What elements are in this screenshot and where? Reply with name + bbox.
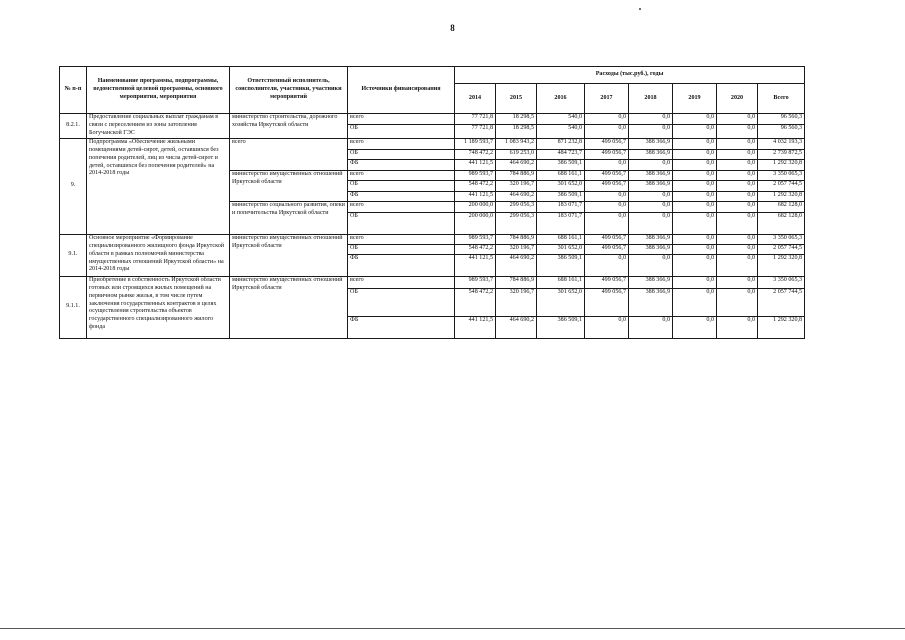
table-row xyxy=(60,138,805,149)
row-code: 9.1.1. xyxy=(60,276,87,338)
row-value: 619 253,0 xyxy=(496,149,537,159)
row-value: 386 509,1 xyxy=(537,316,585,338)
row-source: всего xyxy=(348,138,455,149)
row-executor: министерство имущественных отношений Иркутской области xyxy=(230,276,348,338)
row-total: 3 350 065,3 xyxy=(758,234,805,244)
row-value: 1 189 593,7 xyxy=(455,138,496,149)
row-value: 0,0 xyxy=(717,124,758,138)
row-name: Подпрограмма «Обеспечение жильными помещениями детей-сирот, детей, оставшихся без попечения родителей, лиц из числа детей-сирот и детей, оставшихся без попечения родителей» на 2014-2018 годы xyxy=(87,138,230,234)
row-total: 1 292 320,8 xyxy=(758,159,805,170)
row-value: 499 056,7 xyxy=(585,244,629,254)
row-value: 464 690,2 xyxy=(496,159,537,170)
row-value: 688 161,1 xyxy=(537,170,585,180)
row-source: ФБ xyxy=(348,159,455,170)
row-value: 320 196,7 xyxy=(496,180,537,191)
row-value: 499 056,7 xyxy=(585,288,629,316)
row-value: 320 196,7 xyxy=(496,288,537,316)
row-source: всего xyxy=(348,114,455,125)
row-value: 1 083 943,2 xyxy=(496,138,537,149)
row-value: 388 366,9 xyxy=(629,138,673,149)
row-code: 8.2.1. xyxy=(60,114,87,139)
row-value: 499 056,7 xyxy=(585,234,629,244)
budget-table xyxy=(59,66,805,339)
row-value: 989 593,7 xyxy=(455,170,496,180)
row-value: 688 161,1 xyxy=(537,234,585,244)
row-value: 499 056,7 xyxy=(585,170,629,180)
row-source: всего xyxy=(348,170,455,180)
row-total: 4 032 193,3 xyxy=(758,138,805,149)
row-value: 0,0 xyxy=(717,170,758,180)
row-value: 388 366,9 xyxy=(629,149,673,159)
row-value: 441 121,5 xyxy=(455,316,496,338)
row-value: 0,0 xyxy=(717,149,758,159)
row-value: 301 652,0 xyxy=(537,244,585,254)
row-value: 499 056,7 xyxy=(585,149,629,159)
row-value: 320 196,7 xyxy=(496,244,537,254)
row-value: 0,0 xyxy=(717,254,758,276)
row-value: 0,0 xyxy=(673,201,717,212)
row-total: 3 350 065,3 xyxy=(758,170,805,180)
row-value: 388 366,9 xyxy=(629,180,673,191)
row-value: 0,0 xyxy=(717,316,758,338)
row-executor: министерство строительства, дорожного хозяйства Иркутской области xyxy=(230,114,348,139)
header-year: 2020 xyxy=(717,84,758,114)
header-year: 2014 xyxy=(455,84,496,114)
row-total: 1 292 320,8 xyxy=(758,191,805,201)
row-value: 388 366,9 xyxy=(629,288,673,316)
row-value: 499 056,7 xyxy=(585,138,629,149)
row-total: 2 739 872,5 xyxy=(758,149,805,159)
row-value: 0,0 xyxy=(673,159,717,170)
row-value: 386 509,1 xyxy=(537,191,585,201)
row-value: 548 472,2 xyxy=(455,244,496,254)
row-value: 0,0 xyxy=(673,316,717,338)
row-value: 0,0 xyxy=(673,244,717,254)
header-total: Всего xyxy=(758,84,805,114)
header-name: Наименование программы, подпрограммы, ведомственной целевой программы, основного мероприятия, мероприятия xyxy=(87,67,230,114)
row-value: 77 721,8 xyxy=(455,124,496,138)
row-value: 989 593,7 xyxy=(455,276,496,288)
row-value: 748 472,2 xyxy=(455,149,496,159)
row-value: 0,0 xyxy=(673,191,717,201)
row-value: 18 298,5 xyxy=(496,114,537,125)
row-value: 0,0 xyxy=(717,288,758,316)
header-year: 2019 xyxy=(673,84,717,114)
row-value: 0,0 xyxy=(585,191,629,201)
row-value: 540,0 xyxy=(537,124,585,138)
row-value: 0,0 xyxy=(717,244,758,254)
header-year: 2017 xyxy=(585,84,629,114)
row-value: 299 056,3 xyxy=(496,201,537,212)
row-value: 464 690,2 xyxy=(496,254,537,276)
row-value: 0,0 xyxy=(629,124,673,138)
row-value: 0,0 xyxy=(717,234,758,244)
row-value: 0,0 xyxy=(673,124,717,138)
row-value: 0,0 xyxy=(673,180,717,191)
header-source: Источники финансирования xyxy=(348,67,455,114)
row-value: 0,0 xyxy=(585,316,629,338)
row-executor: всего xyxy=(230,138,348,170)
row-value: 388 366,9 xyxy=(629,244,673,254)
row-value: 0,0 xyxy=(585,254,629,276)
row-value: 0,0 xyxy=(629,212,673,234)
row-total: 2 057 744,5 xyxy=(758,180,805,191)
row-source: всего xyxy=(348,201,455,212)
row-total: 1 292 320,8 xyxy=(758,316,805,338)
row-value: 784 886,9 xyxy=(496,170,537,180)
row-value: 386 509,1 xyxy=(537,159,585,170)
row-value: 0,0 xyxy=(673,288,717,316)
row-value: 18 298,5 xyxy=(496,124,537,138)
row-value: 0,0 xyxy=(585,124,629,138)
row-source: ФБ xyxy=(348,254,455,276)
row-source: ФБ xyxy=(348,316,455,338)
row-value: 464 690,2 xyxy=(496,316,537,338)
bottom-rule xyxy=(0,628,905,629)
row-value: 0,0 xyxy=(585,114,629,125)
row-value: 0,0 xyxy=(717,114,758,125)
row-source: ОБ xyxy=(348,149,455,159)
row-value: 0,0 xyxy=(629,201,673,212)
row-value: 0,0 xyxy=(673,276,717,288)
row-total: 96 560,3 xyxy=(758,124,805,138)
row-value: 464 690,2 xyxy=(496,191,537,201)
row-value: 388 366,9 xyxy=(629,170,673,180)
row-value: 0,0 xyxy=(585,159,629,170)
row-value: 441 121,5 xyxy=(455,254,496,276)
row-source: ОБ xyxy=(348,212,455,234)
row-value: 0,0 xyxy=(673,234,717,244)
row-total: 682 128,0 xyxy=(758,201,805,212)
header-expenses: Расходы (тыс.руб.), годы xyxy=(455,67,805,84)
row-name: Приобретение в собственность Иркутской области готовых или строящихся жилых помещений на первичном рынке жилья, в том числе путем заключения государственных контрактов в целях осуществления строительства объектов государственного специализированного жилого фонда xyxy=(87,276,230,338)
row-source: ОБ xyxy=(348,244,455,254)
row-value: 540,0 xyxy=(537,114,585,125)
row-value: 0,0 xyxy=(717,276,758,288)
row-value: 989 593,7 xyxy=(455,234,496,244)
row-value: 499 056,7 xyxy=(585,180,629,191)
row-value: 0,0 xyxy=(585,212,629,234)
row-value: 0,0 xyxy=(717,201,758,212)
row-source: ОБ xyxy=(348,288,455,316)
row-value: 784 886,9 xyxy=(496,234,537,244)
row-executor: министерство имущественных отношений Иркутской области xyxy=(230,234,348,276)
row-value: 688 161,1 xyxy=(537,276,585,288)
row-value: 0,0 xyxy=(673,254,717,276)
row-value: 0,0 xyxy=(673,114,717,125)
row-value: 441 121,5 xyxy=(455,191,496,201)
header-executor: Ответственный исполнитель, соисполнители, участники, участники мероприятий xyxy=(230,67,348,114)
row-value: 77 721,8 xyxy=(455,114,496,125)
row-value: 200 000,0 xyxy=(455,212,496,234)
row-value: 388 366,9 xyxy=(629,234,673,244)
row-source: ОБ xyxy=(348,124,455,138)
table-row xyxy=(60,276,805,288)
row-value: 301 652,0 xyxy=(537,288,585,316)
row-value: 0,0 xyxy=(629,159,673,170)
row-total: 1 292 320,8 xyxy=(758,254,805,276)
row-code: 9. xyxy=(60,138,87,234)
row-value: 388 366,9 xyxy=(629,276,673,288)
scan-speck xyxy=(639,8,641,10)
row-code: 9.1. xyxy=(60,234,87,276)
row-executor: министерство социального развития, опеки и попечительства Иркутской области xyxy=(230,201,348,234)
row-value: 299 056,3 xyxy=(496,212,537,234)
header-year: 2018 xyxy=(629,84,673,114)
row-value: 183 071,7 xyxy=(537,201,585,212)
row-total: 2 057 744,5 xyxy=(758,244,805,254)
row-name: Основное мероприятие «Формирование специализированного жилищного фонда Иркутской области в рамках полномочий министерства имущественных отношений Иркутской области» на 2014-2018 годы xyxy=(87,234,230,276)
row-value: 301 652,0 xyxy=(537,180,585,191)
row-value: 784 886,9 xyxy=(496,276,537,288)
table-row xyxy=(60,114,805,125)
row-value: 0,0 xyxy=(717,159,758,170)
row-value: 0,0 xyxy=(673,149,717,159)
row-value: 0,0 xyxy=(673,212,717,234)
row-value: 548 472,2 xyxy=(455,180,496,191)
row-value: 484 723,7 xyxy=(537,149,585,159)
row-value: 0,0 xyxy=(629,114,673,125)
row-value: 0,0 xyxy=(673,170,717,180)
row-source: ОБ xyxy=(348,180,455,191)
row-value: 0,0 xyxy=(629,191,673,201)
header-num: № п-п xyxy=(60,67,87,114)
row-value: 0,0 xyxy=(717,191,758,201)
row-value: 499 056,7 xyxy=(585,276,629,288)
header-year: 2015 xyxy=(496,84,537,114)
row-value: 386 509,1 xyxy=(537,254,585,276)
header-year: 2016 xyxy=(537,84,585,114)
row-value: 0,0 xyxy=(717,212,758,234)
row-value: 200 000,0 xyxy=(455,201,496,212)
row-name: Предоставление социальных выплат гражданам в связи с переселением из зоны затопления Богучанской ГЭС xyxy=(87,114,230,139)
row-value: 0,0 xyxy=(585,201,629,212)
row-value: 0,0 xyxy=(629,254,673,276)
table-row xyxy=(60,234,805,244)
row-value: 183 071,7 xyxy=(537,212,585,234)
row-value: 871 232,8 xyxy=(537,138,585,149)
row-source: ФБ xyxy=(348,191,455,201)
row-value: 0,0 xyxy=(717,180,758,191)
row-source: всего xyxy=(348,276,455,288)
row-executor: министерство имущественных отношений Иркутской области xyxy=(230,170,348,201)
row-value: 441 121,5 xyxy=(455,159,496,170)
row-value: 0,0 xyxy=(717,138,758,149)
row-total: 682 128,0 xyxy=(758,212,805,234)
row-value: 0,0 xyxy=(629,316,673,338)
row-value: 0,0 xyxy=(673,138,717,149)
row-total: 3 350 065,3 xyxy=(758,276,805,288)
row-total: 2 057 744,5 xyxy=(758,288,805,316)
row-source: всего xyxy=(348,234,455,244)
page-number: 8 xyxy=(450,23,455,33)
row-total: 96 560,3 xyxy=(758,114,805,125)
row-value: 548 472,2 xyxy=(455,288,496,316)
